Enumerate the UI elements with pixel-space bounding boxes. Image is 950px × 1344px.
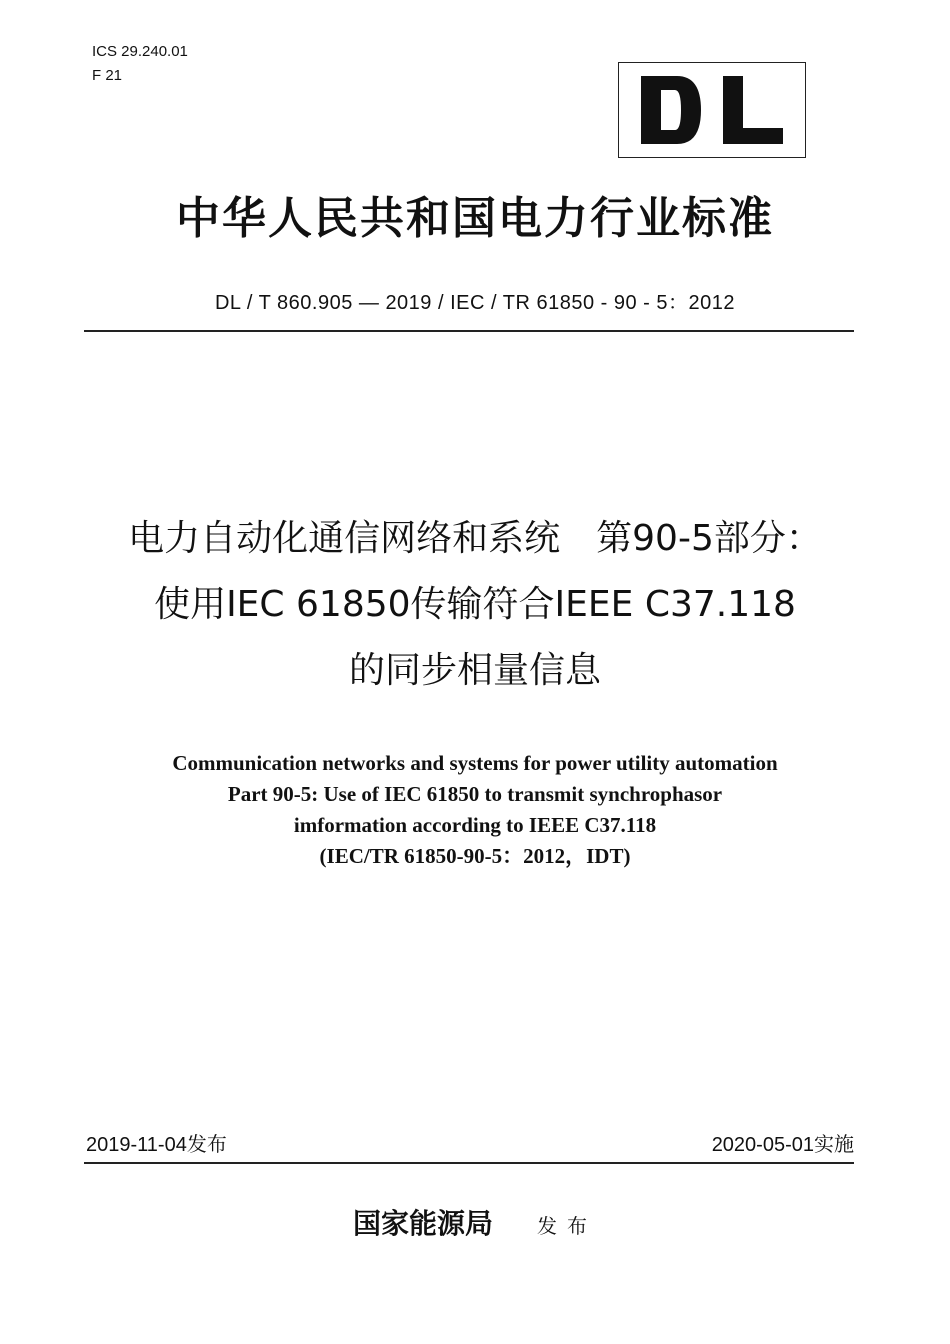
english-title-line: Part 90-5: Use of IEC 61850 to transmit synchrophasor (227, 782, 723, 806)
english-title (60, 748, 890, 872)
chinese-title-line: 使用IEC 61850传输符合IEEE C37.118 (154, 584, 796, 625)
footer-divider (84, 1162, 854, 1164)
publisher: 国家能源局 (352, 1207, 493, 1240)
publisher-line (40, 1202, 910, 1242)
ics-code: ICS 29.240.01 (92, 43, 188, 60)
implementation-date: 2020-05-01实施 (711, 1134, 854, 1156)
publish-label: 发布 (537, 1214, 597, 1238)
english-title-line: Communication networks and systems for power utility automation (172, 751, 778, 775)
chinese-title-line: 电力自动化通信网络和系统 第90-5部分： (128, 518, 822, 559)
chinese-title-line: 的同步相量信息 (348, 650, 601, 691)
standard-number: DL / T 860.905 — 2019 / IEC / TR 61850 - 90 - 5：2012 (214, 292, 735, 314)
dl-logo (618, 62, 806, 158)
chinese-title (40, 506, 910, 704)
header-divider (84, 330, 854, 332)
classification-code: F 21 (92, 67, 123, 84)
ics-block (92, 40, 188, 88)
english-title-line: (IEC/TR 61850-90-5：2012，IDT) (319, 844, 631, 868)
issue-date: 2019-11-04发布 (86, 1134, 227, 1156)
dl-logo-mark (637, 72, 787, 148)
english-title-line: imformation according to IEEE C37.118 (293, 813, 657, 837)
standard-category-title: 中华人民共和国电力行业标准 (176, 193, 774, 244)
